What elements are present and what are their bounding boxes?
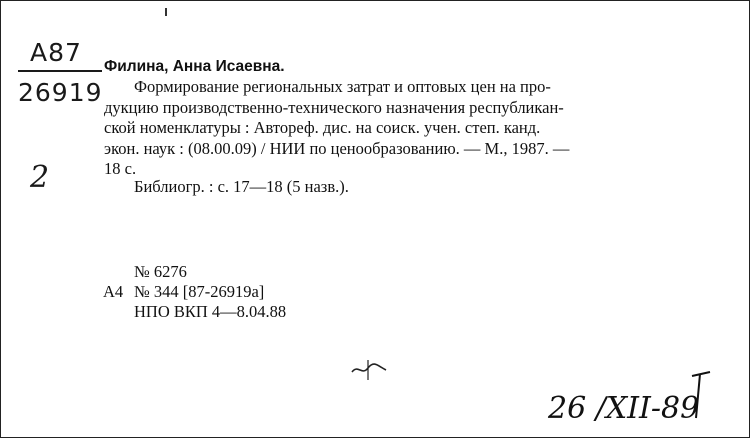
title-block — [104, 77, 689, 180]
handwritten-mark: 2 — [30, 160, 50, 195]
handwritten-date-stamp — [542, 366, 722, 436]
call-number-bottom: 26919 — [18, 78, 103, 107]
title-line: ской номенклатуры : Автореф. дис. на соиск. учен. степ. канд. — [104, 118, 541, 137]
bibliography-note: Библиогр. : с. 17—18 (5 назв.). — [134, 177, 349, 196]
call-number-underline — [18, 70, 102, 72]
author-name: Филина, Анна Исаевна. — [104, 58, 285, 75]
a4-line — [103, 282, 264, 302]
npo-line: НПО ВКП 4—8.04.88 — [134, 302, 287, 321]
title-line: экон. наук : (08.00.09) / НИИ по ценообразованию. — М., 1987. — — [104, 138, 570, 158]
top-mark — [165, 8, 167, 16]
stamp-text: 26 /XII-89 — [548, 391, 700, 426]
handwritten-squiggle — [350, 358, 390, 382]
a4-label: А4 — [103, 282, 124, 301]
title-line: Формирование региональных затрат и оптовых цен на про- — [134, 77, 551, 96]
title-line: дукцию производственно-технического назначения республикан- — [104, 97, 564, 117]
title-line: 18 с. — [104, 159, 137, 178]
a4-value: № 344 [87-26919а] — [134, 282, 265, 301]
record-number: № 6276 — [134, 262, 187, 281]
call-number-top: A87 — [30, 38, 82, 67]
